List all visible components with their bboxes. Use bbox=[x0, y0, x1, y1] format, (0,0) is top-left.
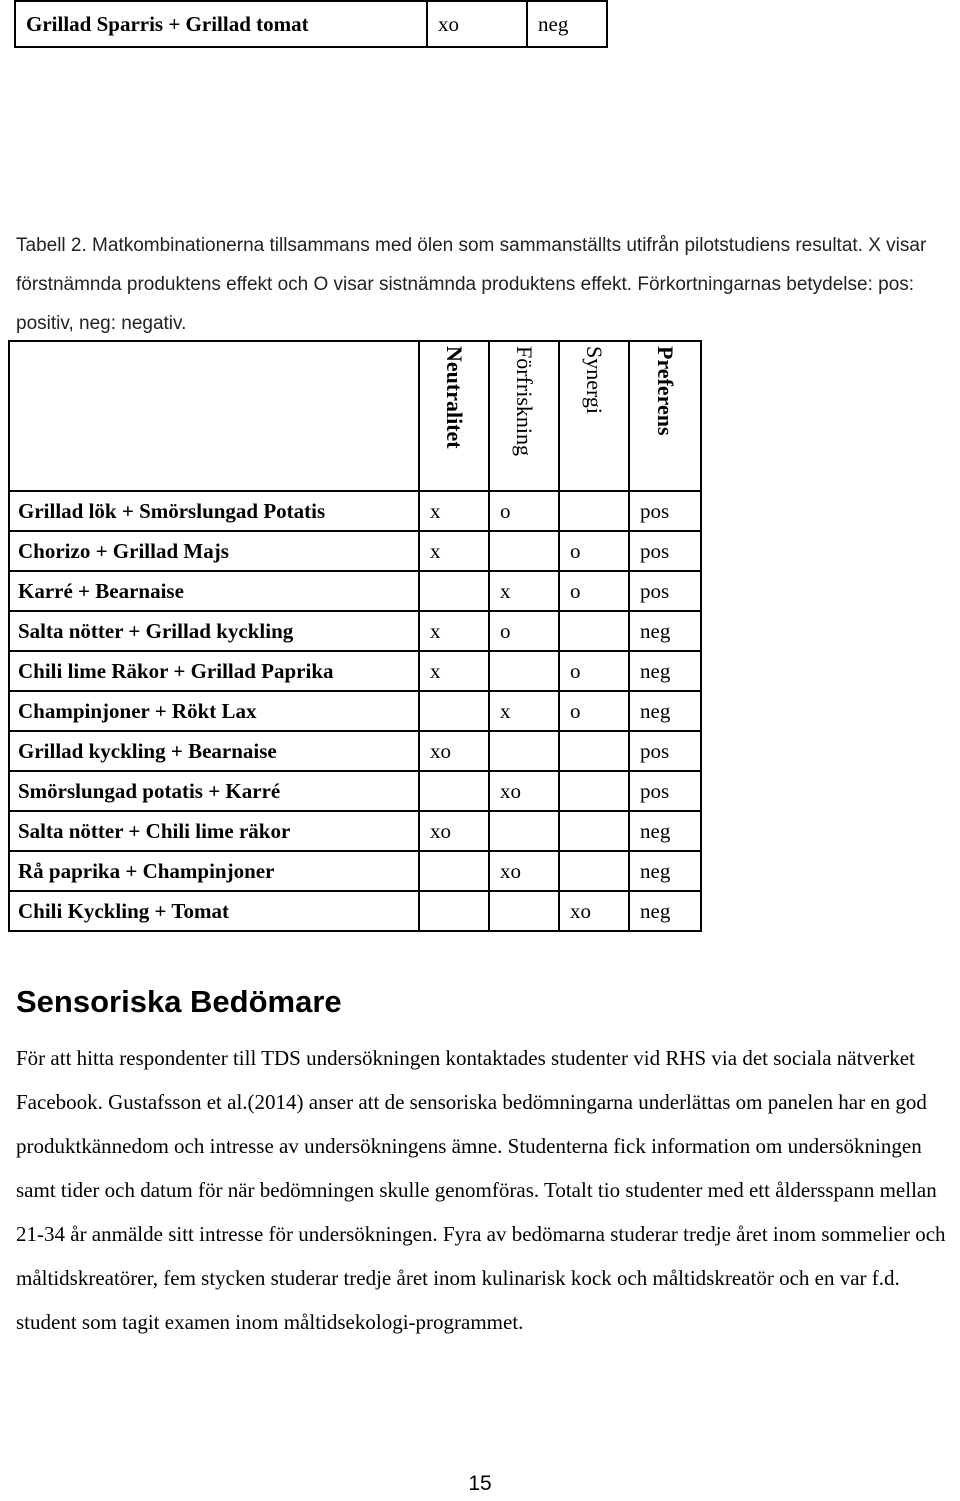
row-label: Chili lime Räkor + Grillad Paprika bbox=[9, 651, 419, 691]
table-row bbox=[9, 531, 701, 571]
cell-neutralitet: xo bbox=[419, 731, 489, 771]
table-row bbox=[15, 1, 607, 47]
cell-synergi: o bbox=[559, 571, 629, 611]
row-label: Smörslungad potatis + Karré bbox=[9, 771, 419, 811]
cell-synergi bbox=[559, 771, 629, 811]
cell-preferens: pos bbox=[629, 571, 701, 611]
cell-preferens: neg bbox=[629, 611, 701, 651]
cell-forfriskning bbox=[489, 731, 559, 771]
header-empty-cell bbox=[9, 341, 419, 491]
cell-neutralitet bbox=[419, 851, 489, 891]
cell-forfriskning: xo bbox=[489, 851, 559, 891]
cell-forfriskning bbox=[489, 811, 559, 851]
cell-neutralitet: x bbox=[419, 491, 489, 531]
cell-preferens: pos bbox=[629, 491, 701, 531]
table-row bbox=[9, 771, 701, 811]
cell-forfriskning bbox=[489, 531, 559, 571]
cell-preferens: neg bbox=[629, 891, 701, 931]
section-title: Sensoriska Bedömare bbox=[16, 984, 342, 1019]
cell-preferens: pos bbox=[629, 531, 701, 571]
row-label: Grillad kyckling + Bearnaise bbox=[9, 731, 419, 771]
cell-preferens: pos bbox=[629, 771, 701, 811]
cell-neutralitet bbox=[419, 771, 489, 811]
header-forfriskning: Förfriskning bbox=[489, 341, 559, 491]
table-row bbox=[9, 491, 701, 531]
cell-synergi: o bbox=[559, 691, 629, 731]
cell-neutralitet bbox=[419, 571, 489, 611]
cell-forfriskning: o bbox=[489, 611, 559, 651]
row-label: Salta nötter + Chili lime räkor bbox=[9, 811, 419, 851]
table-row bbox=[9, 851, 701, 891]
cell-neutralitet bbox=[419, 891, 489, 931]
cell-synergi bbox=[559, 491, 629, 531]
cell-forfriskning: o bbox=[489, 491, 559, 531]
table-row bbox=[9, 811, 701, 851]
cell-synergi bbox=[559, 731, 629, 771]
page-number: 15 bbox=[468, 1472, 492, 1495]
body-paragraph: För att hitta respondenter till TDS undersökningen kontaktades studenter vid RHS via det sociala nätverket Facebook. Gustafsson et al.(2014) anser att de sensoriska bedömningarna underlättas om panelen har en god produktkännedom och intresse av undersökningens ämne. Studenterna fick information om undersökningen samt tider och datum för när bedömningen skulle genomföras. Totalt tio studenter med ett åldersspann mellan 21-34 år anmälde sitt intresse för undersökningen. Fyra av bedömarna studerar tredje året inom sommelier och måltidskreatörer, fem stycken studerar tredje året inom kulinarisk kock och måltidskreatör och en var f.d. student som tagit examen inom måltidsekologi-programmet. bbox=[16, 1046, 946, 1334]
cell-forfriskning: x bbox=[489, 571, 559, 611]
cell-preferens: pos bbox=[629, 731, 701, 771]
table-row bbox=[9, 611, 701, 651]
previous-table-remnant bbox=[14, 0, 608, 48]
cell-neutralitet: x bbox=[419, 651, 489, 691]
header-neutralitet: Neutralitet bbox=[419, 341, 489, 491]
cell-synergi bbox=[559, 851, 629, 891]
header-preferens: Preferens bbox=[629, 341, 701, 491]
cell-synergi bbox=[559, 811, 629, 851]
row-label: Salta nötter + Grillad kyckling bbox=[9, 611, 419, 651]
header-synergi: Synergi bbox=[559, 341, 629, 491]
cell-preferens: neg bbox=[629, 691, 701, 731]
cell-synergi: o bbox=[559, 531, 629, 571]
cell-neutralitet: xo bbox=[419, 811, 489, 851]
cell-preferens: neg bbox=[629, 651, 701, 691]
row-label: Rå paprika + Champinjoner bbox=[9, 851, 419, 891]
row-label: Chili Kyckling + Tomat bbox=[9, 891, 419, 931]
cell-preferens: neg bbox=[629, 811, 701, 851]
cell-neutralitet bbox=[419, 691, 489, 731]
cell-synergi: o bbox=[559, 651, 629, 691]
header-row bbox=[9, 341, 701, 491]
cell-forfriskning: xo bbox=[489, 771, 559, 811]
cell-neutralitet: x bbox=[419, 531, 489, 571]
cell-neutralitet: x bbox=[419, 611, 489, 651]
table-row bbox=[9, 691, 701, 731]
table-row bbox=[9, 731, 701, 771]
cell-col4: neg bbox=[527, 1, 607, 47]
table-row bbox=[9, 571, 701, 611]
row-label: Grillad Sparris + Grillad tomat bbox=[15, 1, 427, 47]
table-row bbox=[9, 651, 701, 691]
cell-synergi bbox=[559, 611, 629, 651]
row-label: Karré + Bearnaise bbox=[9, 571, 419, 611]
table-caption: Tabell 2. Matkombinationerna tillsammans med ölen som sammanställts utifrån pilotstudiens resultat. X visar förstnämnda produktens effekt och O visar sistnämnda produktens effekt. Förkortningarnas betydelse: pos: positiv, neg: negativ. bbox=[16, 235, 927, 334]
cell-forfriskning bbox=[489, 891, 559, 931]
row-label: Chorizo + Grillad Majs bbox=[9, 531, 419, 571]
cell-forfriskning: x bbox=[489, 691, 559, 731]
row-label: Champinjoner + Rökt Lax bbox=[9, 691, 419, 731]
food-combination-table bbox=[8, 340, 702, 932]
cell-col3: xo bbox=[427, 1, 527, 47]
cell-forfriskning bbox=[489, 651, 559, 691]
row-label: Grillad lök + Smörslungad Potatis bbox=[9, 491, 419, 531]
table-row bbox=[9, 891, 701, 931]
cell-synergi: xo bbox=[559, 891, 629, 931]
cell-preferens: neg bbox=[629, 851, 701, 891]
